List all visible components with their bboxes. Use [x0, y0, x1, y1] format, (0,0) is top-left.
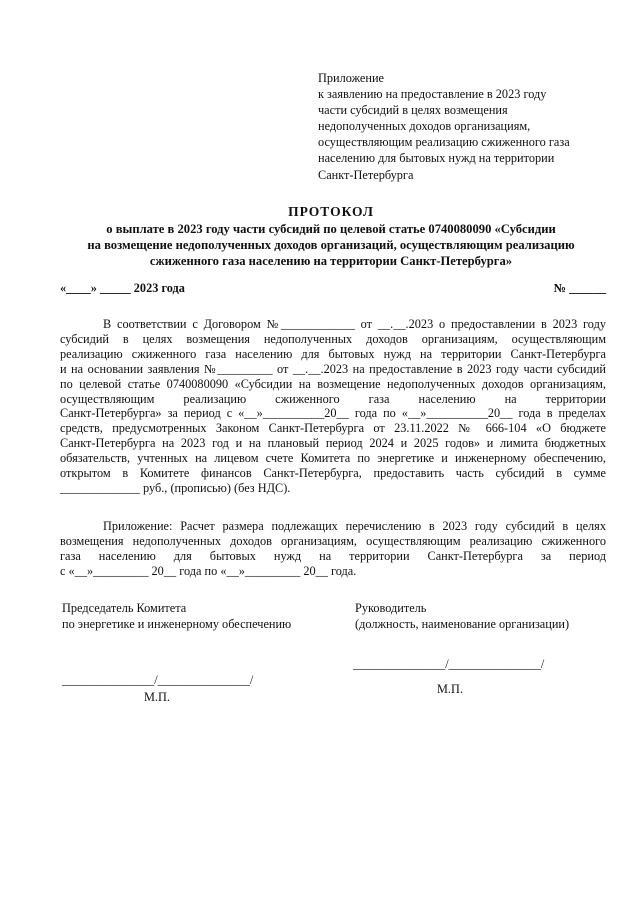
document-title: ПРОТОКОЛ — [288, 204, 374, 219]
protocol-number: № ______ — [553, 281, 606, 295]
chairman-signature-block — [62, 600, 291, 632]
annex-line: Приложение — [318, 71, 384, 85]
paragraph-line: _____________ руб., (прописью) (без НДС). — [60, 480, 291, 495]
paragraph-line: по целевой статье 0740080090 «Субсидии на возмещение недополученных доходов организациям, — [60, 376, 606, 391]
paragraph-line: реализацию сжиженного газа населению для бытовых нужд на территории Санкт-Петербурга — [60, 346, 606, 361]
document-heading — [40, 204, 622, 269]
paragraph-line: открытом в Комитете финансов Санкт-Петербурга, предоставить часть субсидий в сумме — [60, 466, 606, 481]
paragraph-line: обязательств, учтенных на лицевом счете Комитета по энергетике и инженерному обеспечению, — [60, 451, 606, 466]
attachment-line: Приложение: Расчет размера подлежащих перечислению в 2023 году субсидий в целях — [103, 519, 606, 533]
main-paragraph — [60, 317, 606, 496]
paragraph-line: средств, предусмотренных Законом Санкт-Петербурга от 23.11.2022 № 666-104 «О бюджете — [60, 421, 606, 436]
head-title: Руководитель — [355, 601, 427, 615]
annex-line: Санкт-Петербурга — [318, 167, 414, 182]
heading-line: сжиженного газа населению на территории Санкт-Петербурга» — [149, 254, 513, 268]
annex-line: к заявлению на предоставление в 2023 году — [318, 87, 547, 102]
protocol-date: «____» _____ 2023 года — [60, 281, 185, 295]
head-signature-line: _______________/_______________/ — [353, 657, 545, 671]
heading-line: на возмещение недополученных доходов организаций, осуществляющим реализацию — [87, 238, 575, 252]
annex-line: недополученных доходов организациям, — [318, 119, 531, 134]
paragraph-line: Санкт-Петербурга» за период с «__»__________20__ года по «__»__________20__ года в пределах — [60, 406, 606, 421]
chairman-stamp-place: М.П. — [144, 690, 170, 704]
attachment-line: газа населению для бытовых нужд на территории Санкт-Петербурга за период — [60, 548, 606, 563]
paragraph-line: Санкт-Петербурга на 2023 год и на плановый период 2024 и 2025 годов» и лимита бюджетных — [60, 436, 606, 451]
paragraph-line: и на основании заявления №_________ от __.__.2023 на предоставление в 2023 году части субсидий — [60, 361, 606, 376]
head-subtitle: (должность, наименование организации) — [355, 617, 570, 631]
paragraph-line: В соответствии с Договором №____________ от __.__.2023 о предоставлении в 2023 году — [103, 317, 606, 331]
head-signature-block — [355, 600, 569, 632]
chairman-signature-line: _______________/_______________/ — [62, 673, 254, 687]
paragraph-line: субсидий в целях возмещения недополученных доходов организациям, осуществляющим — [60, 331, 606, 346]
annex-line: населению для бытовых нужд на территории — [318, 151, 555, 166]
chairman-subtitle: по энергетике и инженерному обеспечению — [62, 617, 292, 631]
attachment-line: с «__»_________ 20__ года по «__»_________ 20__ года. — [60, 563, 357, 578]
heading-line: о выплате в 2023 году части субсидий по целевой статье 0740080090 «Субсидии — [106, 222, 556, 236]
paragraph-line: осуществляющим реализацию сжиженного газа населению на территории — [60, 391, 606, 406]
attachment-line: возмещения недополученных доходов организациям, осуществляющим реализацию сжиженного — [60, 533, 606, 548]
chairman-title: Председатель Комитета — [62, 601, 187, 615]
annex-line: осуществляющим реализацию сжиженного газа — [318, 135, 570, 150]
head-stamp-place: М.П. — [437, 682, 463, 696]
annex-line: части субсидий в целях возмещения — [318, 103, 508, 118]
annex-header — [318, 70, 618, 183]
attachment-paragraph — [60, 519, 606, 579]
